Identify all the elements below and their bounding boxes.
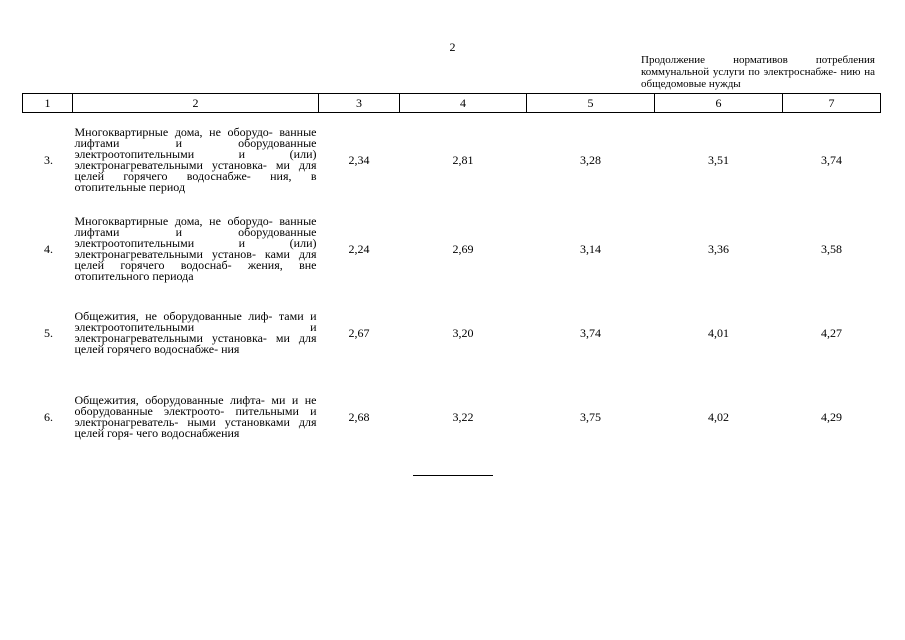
row-value: 2,67 <box>348 325 370 340</box>
row-number: 4. <box>44 241 53 256</box>
row-value: 3,58 <box>821 241 842 256</box>
row-value: 3,28 <box>580 152 601 167</box>
norms-table <box>22 93 881 459</box>
row-description: Общежития, не оборудованные лиф- тами и электроотопительными и электронагревательными установка- ми для целей горячего водоснабже- ния <box>74 309 317 356</box>
row-value: 4,29 <box>821 409 842 424</box>
row-number: 3. <box>44 152 53 167</box>
header-col-5: 5 <box>527 94 655 113</box>
row-description: Общежития, оборудованные лифта- ми и не оборудованные электроото- пительными и электронагреватель- ными установками для целей горя- чего водоснабжения <box>74 393 317 440</box>
row-value: 3,22 <box>452 409 474 424</box>
row-value: 3,74 <box>580 325 601 340</box>
row-value: 3,51 <box>708 152 729 167</box>
row-value: 2,34 <box>348 152 370 167</box>
table-row <box>23 113 881 208</box>
row-value: 2,24 <box>348 241 370 256</box>
page-number: 2 <box>449 40 456 54</box>
row-number: 6. <box>44 409 53 424</box>
footer-rule <box>413 475 493 476</box>
row-value: 4,27 <box>821 325 842 340</box>
table-row <box>23 375 881 459</box>
row-value: 3,74 <box>821 152 842 167</box>
header-col-2: 2 <box>73 94 319 113</box>
table-row <box>23 207 881 291</box>
row-value: 3,20 <box>452 325 474 340</box>
header-col-3: 3 <box>319 94 400 113</box>
row-value: 4,02 <box>708 409 729 424</box>
row-value: 2,81 <box>452 152 474 167</box>
header-col-7: 7 <box>783 94 881 113</box>
row-description: Многоквартирные дома, не оборудо- ванные лифтами и оборудованные электроотопительными и (или) электронагревательными установ- ками для целей горячего водоснаб- жения, вне отопительного периода <box>74 214 317 283</box>
row-value: 2,69 <box>452 241 474 256</box>
header-col-4: 4 <box>400 94 527 113</box>
header-col-6: 6 <box>655 94 783 113</box>
row-value: 3,14 <box>580 241 601 256</box>
row-value: 2,68 <box>348 409 370 424</box>
table-row <box>23 291 881 375</box>
continuation-note: Продолжение нормативов потребления коммунальной услуги по электроснабже- нию на общедомовые нужды <box>641 54 875 90</box>
row-value: 3,75 <box>580 409 601 424</box>
row-value: 3,36 <box>708 241 729 256</box>
row-description: Многоквартирные дома, не оборудо- ванные лифтами и оборудованные электроотопительными и (или) электронагревательными установка- ми для целей горячего водоснабже- ния, в отопительные период <box>74 125 317 194</box>
row-value: 4,01 <box>708 325 729 340</box>
header-col-1: 1 <box>23 94 73 113</box>
header-row <box>23 94 881 113</box>
row-number: 5. <box>44 325 53 340</box>
